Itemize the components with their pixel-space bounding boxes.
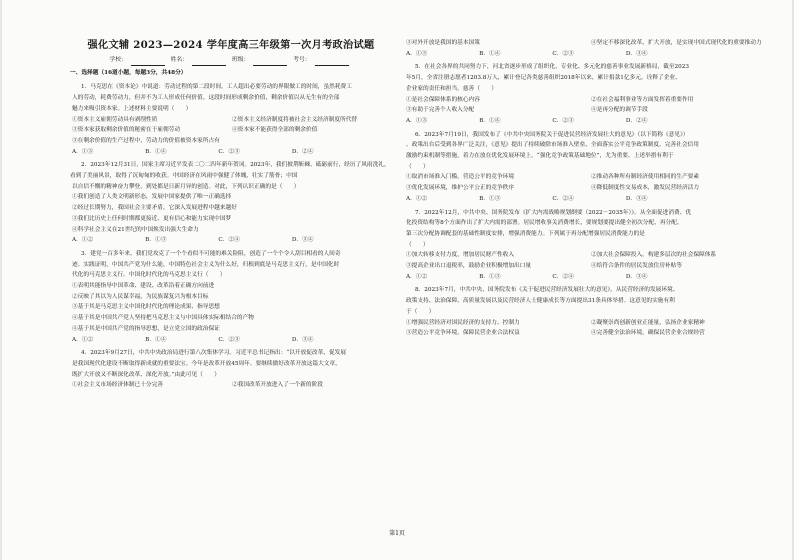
answer-choices — [70, 335, 392, 346]
question-stem-continued: 于（ ） — [406, 308, 435, 315]
question-stem-continued: 化投资结构等8个方面作出了扩大内需的部署。居民增收事关消费增长，要规划要提出健全初次分配、再分配、 — [406, 220, 683, 227]
question-stem: 7．2022年12月，中共中央、国务院发布《扩大内需战略规划纲要（2022－2035年）》。从全面促进消费、优 — [415, 209, 692, 216]
school-blank[interactable] — [131, 59, 165, 66]
answer-choice[interactable]: D．③④ — [625, 195, 648, 202]
exam-no-blank[interactable] — [315, 59, 349, 66]
answer-choice[interactable]: A．①② — [406, 273, 428, 280]
statement-option-pair — [70, 125, 392, 136]
school-label: 学校： — [109, 57, 127, 63]
answer-choice[interactable]: B．①③ — [145, 237, 167, 244]
statement-option-pair — [404, 318, 776, 329]
statement-option: ③对外开放是我国的基本国策 — [406, 40, 480, 46]
question-stem-continued: 。政策出台后受到各界广泛关注，《意见》提出了持续破除市场准入壁垒、全面落实公平竞争政策制度，完善社会信用 — [406, 142, 699, 149]
statement-option: ①增强民营经济对国民经济的支持力、控制力 — [406, 319, 520, 326]
scan-edge-left — [0, 0, 2, 560]
statement-option: ④资本家不能获得全部的剩余价值 — [232, 127, 318, 134]
statement-option: ②加大社会保障投入，构建多层次的社会保障体系 — [591, 252, 717, 259]
statement-option: ④基于其是中国共产党人坚持把马克思主义与中国具体实际相结合的产物 — [72, 315, 254, 322]
answer-choice[interactable]: A．①③ — [72, 148, 94, 155]
answer-choice[interactable]: C．②③ — [552, 50, 574, 57]
answer-choices — [70, 235, 392, 246]
question-stem-continued: 是我国现代化建设不断取得新成就的重要法宝。今年是改革开放45周年。要继续做好改革开放这篇大文章， — [72, 360, 341, 367]
question-stem-continued: 年5月，全省注册志愿者1203.8万人，累计登记各类慈善组织2018年以来，累计捐款1亿多元，诠释了企业、 — [406, 75, 681, 82]
left-column — [70, 0, 392, 391]
statement-option: ④是再分配的调节手段 — [591, 107, 648, 114]
statement-option: ④科学社会主义在21世纪的中国焕发出强大生命力 — [72, 226, 199, 233]
question-stem-continued: 第三次分配协调配套的基础性制度安排，增强消费能力。下列属于再分配增强居民消费能力的是 — [406, 230, 645, 237]
answer-choices — [404, 49, 776, 60]
right-questions — [404, 38, 776, 339]
statement-option: ②在社会福利事业等方面发挥着重要作用 — [591, 96, 694, 103]
class-label: 班级： — [231, 57, 250, 63]
answer-choice[interactable]: A．①② — [406, 195, 428, 202]
question-stem: 2．2023年12月31日，国家主席习近平发表二〇二四年新年贺词。2023年，我们披荆斩棘、砥砺前行，经历了风雨洗礼，看到了美丽风景，取得了沉甸甸的收获。中国经济在风雨中强健了体魄，壮实了筋骨；中国 — [70, 162, 390, 180]
statement-option-pair — [70, 115, 392, 126]
answer-choice[interactable]: C．②④ — [552, 273, 574, 280]
question-stem: 3．建党一百多年来，我们党攻克了一个个看似不可能的难关险阻，创造了一个个令人刮目相看的人间奇 — [81, 250, 341, 257]
statement-option-pair — [404, 38, 776, 49]
answer-choice[interactable]: A．①② — [72, 336, 94, 343]
answer-choice[interactable]: D．③④ — [625, 50, 648, 57]
statement-option: ①是社会保障体系的核心内容 — [406, 96, 480, 103]
answer-choice[interactable]: C．②③ — [218, 148, 240, 155]
statement-option-pair — [404, 183, 776, 194]
statement-option: ②资本主义经济制度将被社会主义经济制度所代替 — [232, 116, 358, 123]
answer-choice[interactable]: A．①② — [72, 237, 94, 244]
statement-option: ④基于其是中国共产党的指导思想，是立党立国的政治保证 — [72, 325, 220, 332]
statement-option-pair — [404, 250, 776, 261]
question-stem-continued: （ ） — [406, 241, 429, 248]
statement-option: ②凝聚崇尚创新创业正能量，弘扬企业家精神 — [591, 319, 705, 326]
answer-choice[interactable]: C．②③ — [552, 117, 574, 124]
left-questions — [70, 79, 392, 391]
answer-choice[interactable]: C．②④ — [218, 237, 240, 244]
statement-option: ②反映了其以为人民谋幸福，为民族谋复兴为根本目标 — [72, 293, 209, 300]
answer-choice[interactable]: D．③④ — [291, 336, 314, 343]
question-stem-continued: 以自信不懈的精神奋力攀登，到处都是日新月异的创造。对此，下列认识正确的是（ ） — [72, 183, 300, 190]
statement-option: ②经过长期努力，我国社会主要矛盾，它深入发展进程中越来越好 — [72, 205, 237, 212]
statement-option: ③在剩余价值的生产过程中，劳动力的价值被资本家所占有 — [72, 137, 220, 144]
statement-option: ②我国改革开放进入了一个新的阶段 — [232, 382, 323, 389]
question-stem-continued: 魅力来吸引资本家。上述材料主要说明（ ） — [72, 105, 192, 112]
answer-choice[interactable]: D．②④ — [291, 148, 314, 155]
exam-no-label: 考号： — [293, 57, 311, 63]
question-stem: 8．2023年7月，中共中央、国务院发布《关于促进民营经济发展壮大的意见》，从民营经济的发展环境、 — [415, 287, 679, 294]
statement-option: ③优化发展环境，维护公平公正的竞争秩序 — [406, 185, 515, 192]
answer-choice[interactable]: A．①③ — [406, 117, 428, 124]
statement-option-pair — [404, 172, 776, 183]
answer-choice[interactable]: B．①③ — [479, 273, 501, 280]
answer-choices — [404, 194, 776, 205]
question-stem-continued: （ ） — [406, 163, 429, 170]
statement-option: ④完善健全法治环境，确保民营企业合规经营 — [591, 330, 705, 337]
statement-option: ④坚定不移深化改革、扩大开放，是实现中国式现代化的重要推动力 — [591, 40, 762, 46]
answer-choice[interactable]: C．②④ — [552, 195, 574, 202]
statement-option: ①我们创造了人类文明新形态，发展中国家提供了唯一正确选择 — [72, 194, 232, 201]
statement-option-pair — [404, 328, 776, 339]
statement-option: ③提高企业出口退税率，鼓励企业积极增加出口量 — [406, 263, 532, 270]
answer-choice[interactable]: C．②③ — [218, 336, 240, 343]
statement-option: ③资本家获取剩余价值的秘密在于雇佣劳动 — [72, 127, 181, 134]
name-label: 姓名： — [170, 57, 189, 63]
class-blank[interactable] — [253, 59, 287, 66]
statement-option-pair — [404, 261, 776, 272]
statement-option: ③基于其是马克思主义中国化时代化的理论成果、指导思想 — [72, 304, 220, 311]
question-stem-continued: 人的劳动，耗费劳动力，但并不为工人形成任何价值。这段时间形成剩余价值，剩余价值以从无生有的全部 — [72, 95, 340, 102]
statement-option: ④给符合条件的居民发放住房补贴等 — [591, 263, 682, 270]
question-stem: 6．2023年7月19日，我国发布了《中共中央国务院关于促进民营经济发展壮大的意见》（以下简称《意见》） — [415, 131, 689, 138]
answer-choice[interactable]: D．②④ — [625, 117, 648, 124]
statement-option-pair — [70, 380, 392, 391]
question-stem-continued: 既扩大开放又不断深化改革、深化开放。”由此可见（ ） — [72, 371, 220, 378]
statement-option: ①资本主义雇佣劳动具有剥削性质 — [72, 116, 158, 123]
right-column — [404, 38, 776, 339]
answer-choice[interactable]: B．①④ — [145, 336, 167, 343]
answer-choice[interactable]: B．①④ — [479, 50, 501, 57]
student-info-line — [70, 55, 392, 66]
answer-choices — [404, 272, 776, 283]
answer-choice[interactable]: B．①④ — [479, 117, 501, 124]
name-blank[interactable] — [192, 59, 226, 66]
question-stem-continued: 迹。实践证明，中国共产党为什么能，中国特色社会主义为什么好，归根到底是马克思主义行，是中国化时 — [72, 261, 340, 268]
statement-option-pair — [404, 105, 776, 116]
statement-option: ①社会主义市场经济体制已十分完善 — [72, 382, 163, 389]
question-stem-continued: 激励约束机制等措施，着力在放在优化发展环境上，“强化竞争政策基础地位”，尤为重要。上述举措有利于 — [406, 153, 674, 160]
statement-option: ①表明其能指导中国革命、建设、改革沿着正确方向前进 — [72, 283, 215, 290]
page-number: 第1页 — [389, 530, 405, 537]
question-stem: 5．在社会各界的共同努力下，河北省逐步形成了组织化、专业化、多元化的慈善事业发展新格局，截至2023 — [415, 64, 690, 71]
statement-option: ①取消市场准入门槛，营造公平的竞争环境 — [406, 174, 515, 181]
statement-option: ③有助于完善个人收入分配 — [406, 107, 475, 114]
exam-title: 强化文辅 2023—2024 学年度高三年级第一次月考政治试题 — [87, 39, 375, 51]
statement-option: ④降低制度性交易成本，激发民营经济活力 — [591, 185, 700, 192]
section-heading: 一、选择题（16道小题，每题3分，共48分） — [70, 69, 187, 76]
question-stem-continued: 企业家的责任和担当。慈善（ ） — [406, 85, 497, 92]
answer-choice[interactable]: D．③④ — [625, 273, 648, 280]
statement-option: ②推动各种所有制经济使用相同的生产要素 — [591, 174, 700, 181]
statement-option: ①加大转移支付力度，增加居民财产性收入 — [406, 252, 515, 259]
answer-choice[interactable]: D．③④ — [291, 237, 314, 244]
statement-option-pair — [404, 95, 776, 106]
answer-choice[interactable]: B．①③ — [479, 195, 501, 202]
answer-choices — [404, 116, 776, 127]
question-stem-continued: 代化的马克思主义行。中国化时代化的马克思主义行（ ） — [72, 272, 226, 279]
answer-choices — [70, 147, 392, 158]
question-stem: 1．马克思在《资本论》中说道：劳动过程的第二段时间，工人超出必要劳动的界限做工的时间，虽然耗费工 — [81, 84, 352, 91]
question-stem-continued: 政策支持、法治保障、高质量发展以及民营经济人士健康成长等方面提出31条具体举措。这意见的实施有利 — [406, 298, 675, 305]
answer-choice[interactable]: A．①③ — [406, 50, 428, 57]
question-stem: 4．2023年9月27日，中共中央政治局进行第八次集体学习。习近平总书记指出：“以开放促改革、促发展 — [81, 350, 347, 357]
statement-option: ③营造公平竞争环境，保障民营企业合法权益 — [406, 330, 520, 337]
statement-option: ③我们比历史上任何时期都更接近、更有信心和能力实现中国梦 — [72, 215, 232, 222]
answer-choice[interactable]: B．①④ — [145, 148, 167, 155]
